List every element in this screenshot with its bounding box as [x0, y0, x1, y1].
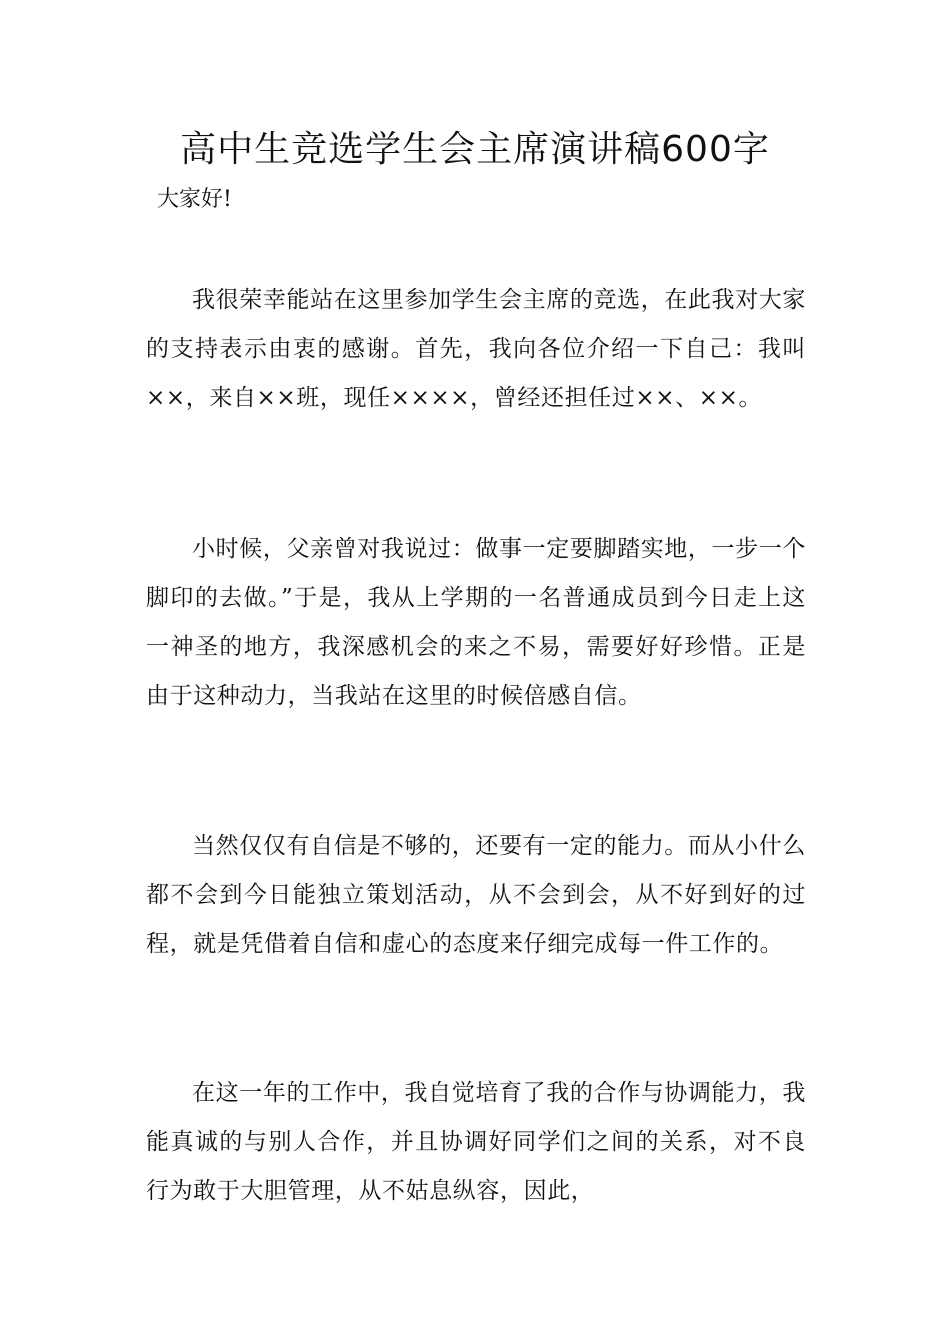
greeting-text: 大家好!	[157, 187, 232, 212]
document-title: 高中生竞选学生会主席演讲稿600字	[180, 129, 770, 170]
paragraph-4: 在这一年的工作中，我自觉培育了我的合作与协调能力，我能真诚的与别人合作，并且协调好同学们之间的关系，对不良行为敢于大胆管理，从不姑息纵容，因此，	[146, 1080, 806, 1204]
paragraph-1: 我很荣幸能站在这里参加学生会主席的竞选，在此我对大家的支持表示由衷的感谢。首先，我向各位介绍一下自己：我叫××，来自××班，现任××××，曾经还担任过××、××。	[146, 287, 806, 411]
paragraph-3: 当然仅仅有自信是不够的，还要有一定的能力。而从小什么都不会到今日能独立策划活动，从不会到会，从不好到好的过程，就是凭借着自信和虚心的态度来仔细完成每一件工作的。	[146, 833, 806, 957]
paragraph-2: 小时候，父亲曾对我说过：做事一定要脚踏实地，一步一个脚印的去做。”于是，我从上学期的一名普通成员到今日走上这一神圣的地方，我深感机会的来之不易，需要好好珍惜。正是由于这种动力，当我站在这里的时候倍感自信。	[146, 536, 806, 709]
